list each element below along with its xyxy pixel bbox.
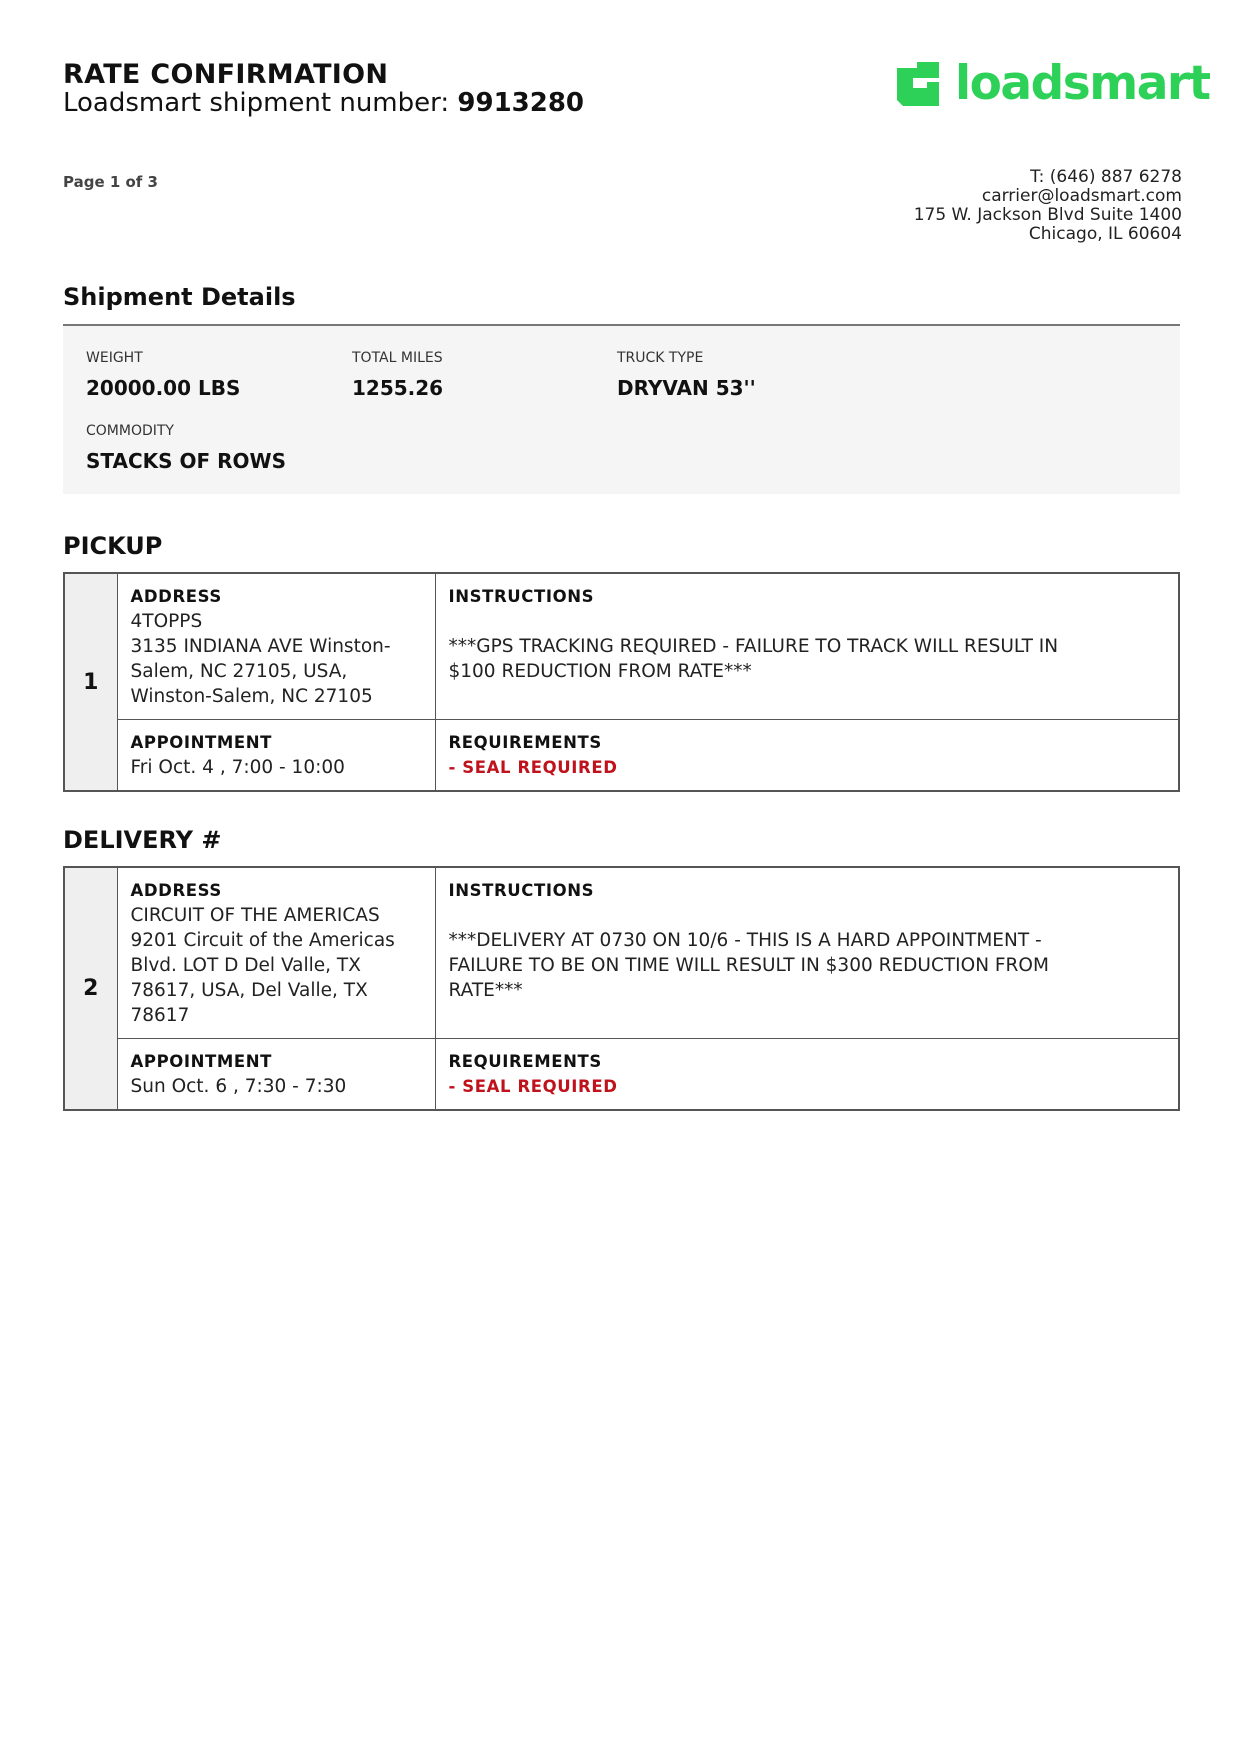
delivery-stop-number: 2 <box>64 867 117 1110</box>
delivery-title: DELIVERY # <box>63 826 222 854</box>
pickup-requirements-value: - SEAL REQUIRED <box>448 758 618 777</box>
delivery-stop-table <box>63 866 1180 1111</box>
pickup-requirements-cell <box>435 720 1179 792</box>
loadsmart-logo <box>893 56 1210 112</box>
delivery-appointment-value: Sun Oct. 6 , 7:30 - 7:30 <box>130 1076 347 1097</box>
delivery-requirements-value: - SEAL REQUIRED <box>448 1077 618 1096</box>
weight-label: WEIGHT <box>86 350 143 366</box>
delivery-appointment-label: APPOINTMENT <box>130 1052 273 1071</box>
delivery-address-label: ADDRESS <box>130 881 222 900</box>
contact-address-line1: 175 W. Jackson Blvd Suite 1400 <box>913 205 1182 225</box>
pickup-instructions-line: $100 REDUCTION FROM RATE*** <box>448 661 752 682</box>
pickup-address-line: 4TOPPS <box>130 611 203 632</box>
delivery-address-line: 78617 <box>130 1005 190 1026</box>
commodity-label: COMMODITY <box>86 423 174 439</box>
pickup-stop-number: 1 <box>64 573 117 791</box>
pickup-address-line: 3135 INDIANA AVE Winston- <box>130 636 391 657</box>
shipment-number-label: Loadsmart shipment number: <box>63 88 450 118</box>
delivery-requirements-label: REQUIREMENTS <box>448 1052 602 1071</box>
total-miles-label: TOTAL MILES <box>352 350 443 366</box>
contact-address-line2: Chicago, IL 60604 <box>1028 224 1182 244</box>
commodity-value: STACKS OF ROWS <box>86 449 287 473</box>
contact-email: carrier@loadsmart.com <box>981 186 1182 206</box>
loadsmart-logo-icon <box>893 62 945 112</box>
delivery-instructions-cell <box>435 867 1179 1039</box>
delivery-address-line: CIRCUIT OF THE AMERICAS <box>130 905 380 926</box>
logo-wordmark: loadsmart <box>955 56 1210 111</box>
weight-value: 20000.00 LBS <box>86 376 241 400</box>
pickup-address-cell <box>117 573 435 720</box>
total-miles-value: 1255.26 <box>352 376 444 400</box>
delivery-instructions-line: ***DELIVERY AT 0730 ON 10/6 - THIS IS A HARD APPOINTMENT - <box>448 930 1042 951</box>
delivery-instructions-label: INSTRUCTIONS <box>448 881 595 900</box>
shipment-number-line <box>63 88 584 118</box>
pickup-stop-table <box>63 572 1180 792</box>
delivery-instructions-line: RATE*** <box>448 980 523 1001</box>
pickup-instructions-label: INSTRUCTIONS <box>448 587 595 606</box>
delivery-address-line: Blvd. LOT D Del Valle, TX <box>130 955 361 976</box>
shipment-details-title: Shipment Details <box>63 283 296 311</box>
pickup-instructions-line: ***GPS TRACKING REQUIRED - FAILURE TO TRACK WILL RESULT IN <box>448 636 1059 657</box>
pickup-address-line: Winston-Salem, NC 27105 <box>130 686 373 707</box>
pickup-appointment-value: Fri Oct. 4 , 7:00 - 10:00 <box>130 757 345 778</box>
delivery-address-line: 9201 Circuit of the Americas <box>130 930 395 951</box>
truck-type-value: DRYVAN 53'' <box>617 376 756 400</box>
pickup-instructions-cell <box>435 573 1179 720</box>
pickup-appointment-cell <box>117 720 435 792</box>
pickup-title: PICKUP <box>63 532 163 560</box>
delivery-address-line: 78617, USA, Del Valle, TX <box>130 980 368 1001</box>
delivery-requirements-cell <box>435 1039 1179 1111</box>
contact-phone: T: (646) 887 6278 <box>1030 167 1182 187</box>
truck-type-label: TRUCK TYPE <box>617 350 704 366</box>
shipment-details-box <box>63 324 1180 494</box>
pickup-address-label: ADDRESS <box>130 587 222 606</box>
delivery-address-cell <box>117 867 435 1039</box>
page-indicator: Page 1 of 3 <box>63 173 158 191</box>
delivery-appointment-cell <box>117 1039 435 1111</box>
pickup-address-line: Salem, NC 27105, USA, <box>130 661 348 682</box>
shipment-number: 9913280 <box>457 88 585 118</box>
contact-block <box>914 168 1182 244</box>
pickup-appointment-label: APPOINTMENT <box>130 733 273 752</box>
pickup-requirements-label: REQUIREMENTS <box>448 733 602 752</box>
document-title: RATE CONFIRMATION <box>63 59 389 90</box>
delivery-instructions-line: FAILURE TO BE ON TIME WILL RESULT IN $300 REDUCTION FROM <box>448 955 1049 976</box>
